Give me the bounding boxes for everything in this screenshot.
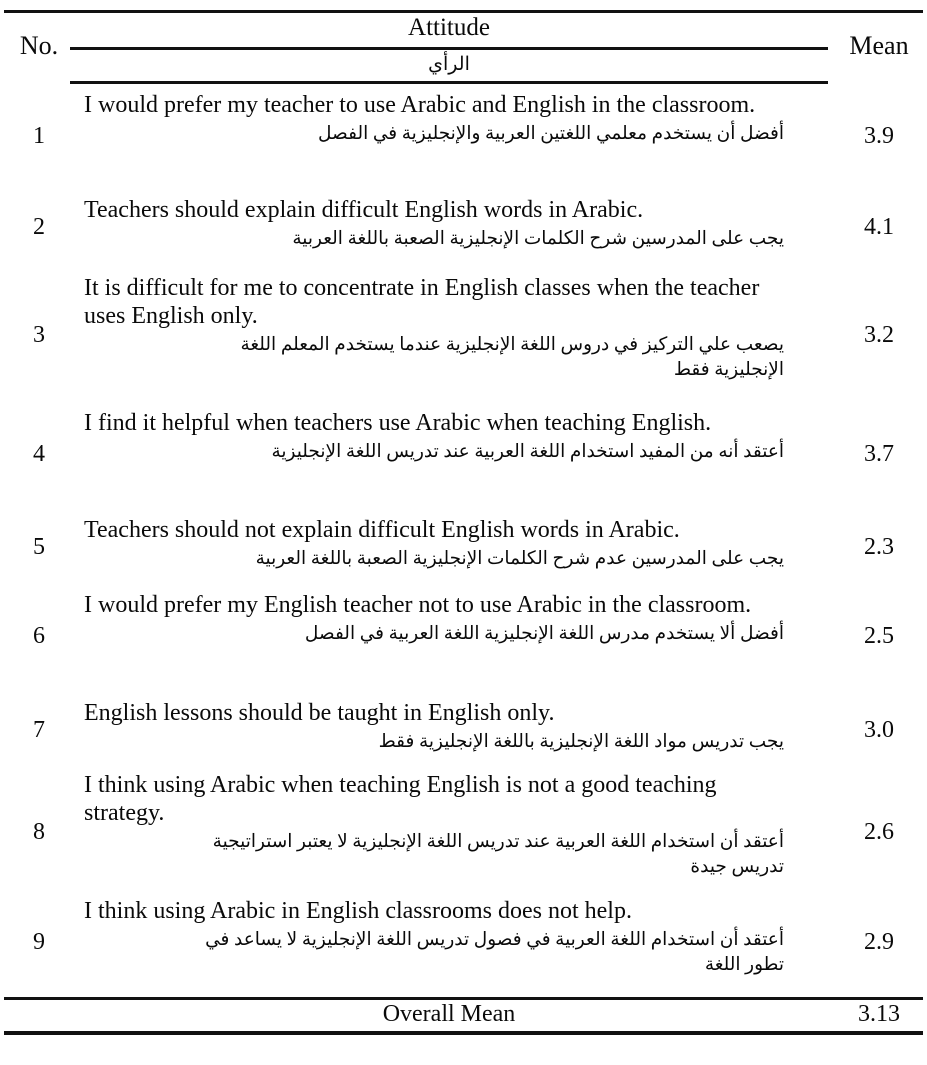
row-number: 2 bbox=[33, 214, 45, 240]
row-mean: 3.0 bbox=[864, 717, 894, 743]
row-number: 6 bbox=[33, 623, 45, 649]
row-statement-en: Teachers should explain difficult English words in Arabic. bbox=[84, 197, 644, 223]
row-statement-ar: أفضل أن يستخدم معلمي اللغتين العربية والإنجليزية في الفصل bbox=[318, 123, 784, 144]
row-statement-ar: أعتقد أنه من المفيد استخدام اللغة العربية عند تدريس اللغة الإنجليزية bbox=[271, 441, 784, 462]
column-header-attitude: Attitude bbox=[408, 14, 490, 41]
row-statement-en: I would prefer my English teacher not to use Arabic in the classroom. bbox=[84, 592, 752, 618]
overall-mean-value: 3.13 bbox=[858, 1001, 900, 1027]
row-statement-en: I would prefer my teacher to use Arabic and English in the classroom. bbox=[84, 92, 756, 118]
row-number: 4 bbox=[33, 441, 45, 467]
column-header-no: No. bbox=[19, 31, 59, 60]
row-statement-ar: يجب على المدرسين عدم شرح الكلمات الإنجليزية الصعبة باللغة العربية bbox=[255, 548, 784, 569]
row-mean: 2.6 bbox=[864, 819, 894, 845]
column-header-mean: Mean bbox=[849, 31, 909, 60]
header-rule-lower bbox=[70, 81, 828, 84]
table-bottom-rule bbox=[4, 1031, 923, 1035]
row-statement-ar: يجب على المدرسين شرح الكلمات الإنجليزية الصعبة باللغة العربية bbox=[292, 228, 784, 249]
row-statement-en: I find it helpful when teachers use Arabic when teaching English. bbox=[84, 410, 712, 436]
row-statement-en: It is difficult for me to concentrate in English classes when the teacher uses English only. bbox=[84, 275, 760, 329]
row-mean: 3.7 bbox=[864, 441, 894, 467]
overall-mean-label: Overall Mean bbox=[382, 1001, 516, 1027]
column-header-attitude-arabic: الرأي bbox=[428, 54, 470, 75]
row-statement-ar: أفضل ألا يستخدم مدرس اللغة الإنجليزية اللغة العربية في الفصل bbox=[304, 623, 784, 644]
footer-rule-upper bbox=[4, 997, 923, 1000]
row-mean: 2.3 bbox=[864, 534, 894, 560]
row-mean: 3.2 bbox=[864, 322, 894, 348]
row-statement-ar: أعتقد أن استخدام اللغة العربية في فصول تدريس اللغة الإنجليزية لا يساعد في تطور اللغة bbox=[205, 929, 784, 975]
row-number: 7 bbox=[33, 717, 45, 743]
row-statement-en: I think using Arabic when teaching English is not a good teaching strategy. bbox=[84, 772, 717, 826]
row-mean: 4.1 bbox=[864, 214, 894, 240]
row-statement-en: Teachers should not explain difficult English words in Arabic. bbox=[84, 517, 680, 543]
row-number: 5 bbox=[33, 534, 45, 560]
row-mean: 3.9 bbox=[864, 123, 894, 149]
row-statement-ar: يصعب علي التركيز في دروس اللغة الإنجليزية عندما يستخدم المعلم اللغة الإنجليزية فقط bbox=[240, 334, 784, 380]
row-statement-en: English lessons should be taught in English only. bbox=[84, 700, 555, 726]
row-number: 3 bbox=[33, 322, 45, 348]
header-rule-upper bbox=[70, 47, 828, 50]
row-statement-ar: أعتقد أن استخدام اللغة العربية عند تدريس اللغة الإنجليزية لا يعتبر استراتيجية تدريس جيدة bbox=[212, 831, 784, 877]
row-number: 1 bbox=[33, 123, 45, 149]
row-mean: 2.5 bbox=[864, 623, 894, 649]
row-number: 9 bbox=[33, 929, 45, 955]
row-statement-en: I think using Arabic in English classrooms does not help. bbox=[84, 898, 632, 924]
row-mean: 2.9 bbox=[864, 929, 894, 955]
table-top-rule bbox=[4, 10, 923, 13]
row-number: 8 bbox=[33, 819, 45, 845]
row-statement-ar: يجب تدريس مواد اللغة الإنجليزية باللغة الإنجليزية فقط bbox=[378, 731, 784, 752]
